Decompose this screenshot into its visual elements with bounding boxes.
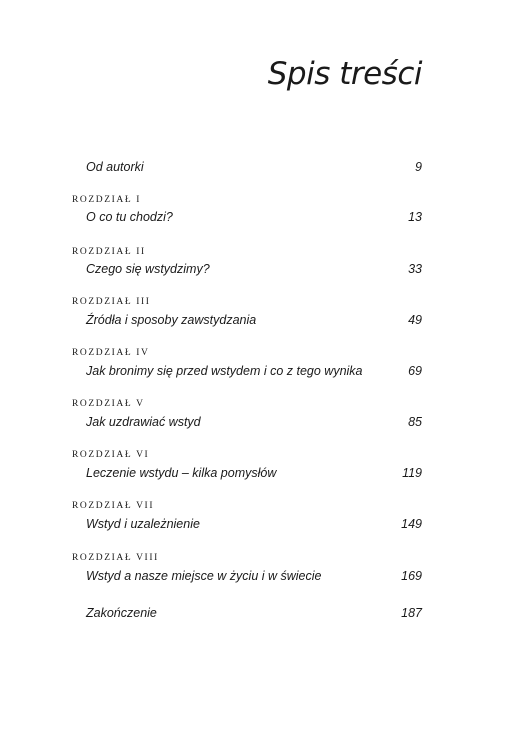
entry-page-number: 69 <box>408 364 422 378</box>
entry-title: Czego się wstydzimy? <box>86 262 210 276</box>
chapter-label: ROZDZIAŁ II <box>72 247 146 257</box>
entry-page-number: 49 <box>408 313 422 327</box>
entry-page-number: 85 <box>408 415 422 429</box>
entry-page-number: 169 <box>401 569 422 583</box>
entry-title: Jak bronimy się przed wstydem i co z tego wynika <box>86 364 363 378</box>
entry-title: Źródła i sposoby zawstydzania <box>86 313 257 327</box>
chapter-label: ROZDZIAŁ IV <box>72 348 150 358</box>
chapter-label: ROZDZIAŁ V <box>72 399 145 409</box>
entry-title: Od autorki <box>86 160 144 174</box>
chapter-label: ROZDZIAŁ VIII <box>72 553 159 563</box>
entry-page-number: 149 <box>401 517 422 531</box>
chapter-label: ROZDZIAŁ VII <box>72 501 155 511</box>
entry-title: Zakończenie <box>86 606 157 620</box>
entry-title: Leczenie wstydu – kilka pomysłów <box>86 466 277 480</box>
entry-page-number: 33 <box>408 262 422 276</box>
entry-page-number: 13 <box>408 210 422 224</box>
entry-page-number: 187 <box>401 606 422 620</box>
entry-title: Wstyd i uzależnienie <box>86 517 200 531</box>
entry-page-number: 119 <box>402 466 422 480</box>
chapter-label: ROZDZIAŁ I <box>72 195 142 205</box>
entry-title: O co tu chodzi? <box>86 210 173 224</box>
chapter-label: ROZDZIAŁ VI <box>72 450 150 460</box>
entry-title: Wstyd a nasze miejsce w życiu i w świecie <box>86 569 322 583</box>
chapter-label: ROZDZIAŁ III <box>72 297 151 307</box>
entry-page-number: 9 <box>415 160 422 174</box>
entry-title: Jak uzdrawiać wstyd <box>86 415 201 429</box>
page-title: Spis treści <box>267 56 422 92</box>
